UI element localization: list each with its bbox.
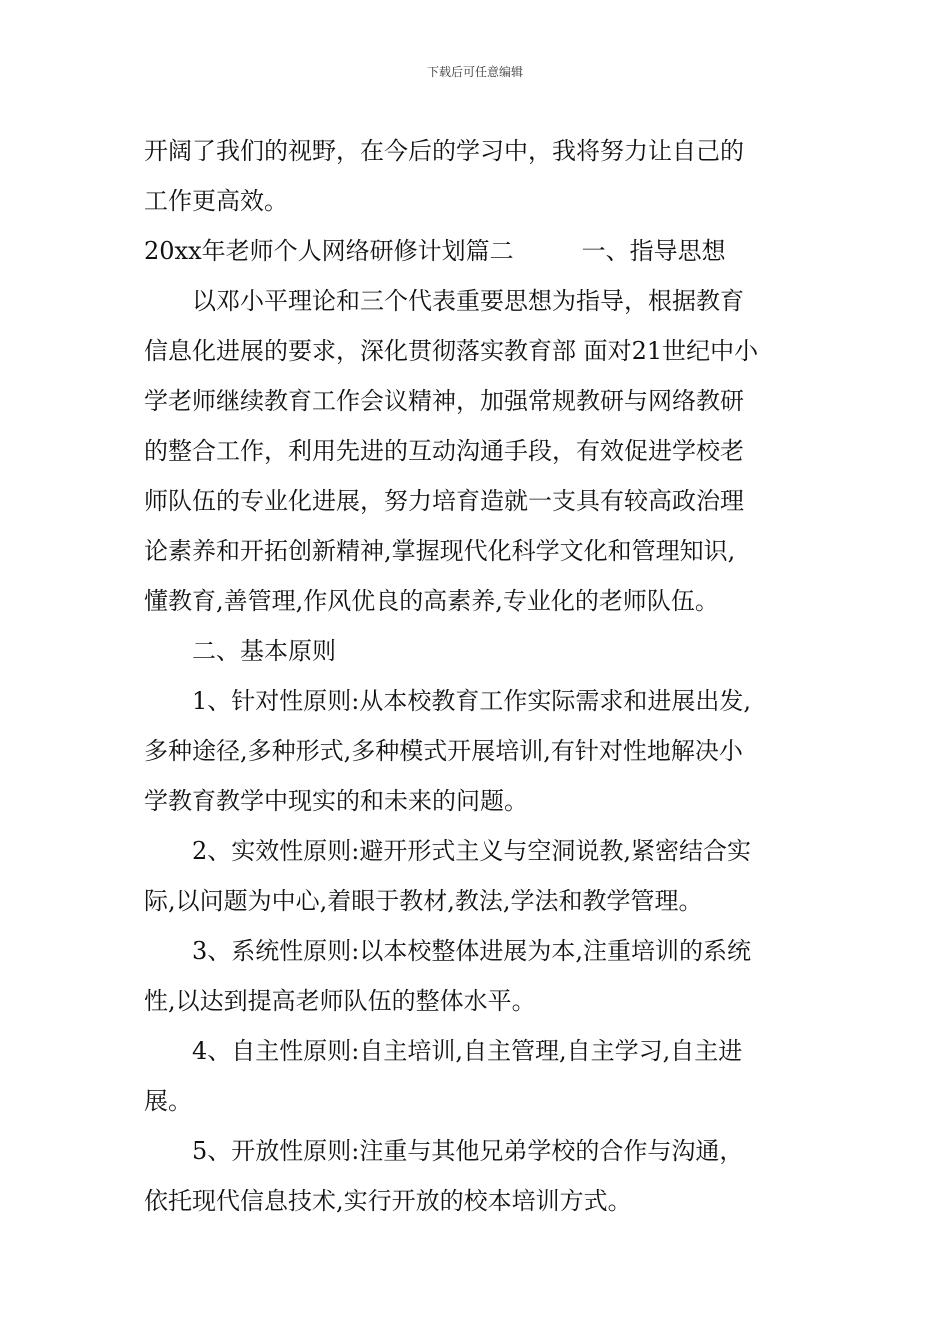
paragraph-line: 展。 bbox=[144, 1087, 192, 1115]
paragraph-line: 5、开放性原则:注重与其他兄弟学校的合作与沟通， bbox=[192, 1137, 744, 1165]
paragraph-line: 学老师继续教育工作会议精神，加强常规教研与网络教研 bbox=[144, 387, 744, 415]
section-heading-basic-principles: 二、基本原则 bbox=[192, 637, 336, 665]
paragraph-line: 性,以达到提高老师队伍的整体水平。 bbox=[144, 987, 536, 1015]
paragraph-line: 际,以问题为中心,着眼于教材,教法,学法和教学管理。 bbox=[144, 887, 703, 915]
paragraph-line: 依托现代信息技术,实行开放的校本培训方式。 bbox=[144, 1187, 632, 1215]
paragraph-line: 多种途径,多种形式,多种模式开展培训,有针对性地解决小 bbox=[144, 737, 743, 765]
paragraph-line: 学教育教学中现实的和未来的问题。 bbox=[144, 787, 528, 815]
section-heading-guiding-ideology: 一、指导思想 bbox=[581, 237, 726, 265]
paragraph-line: 开阔了我们的视野，在今后的学习中，我将努力让自己的 bbox=[144, 137, 744, 165]
paragraph-line: 3、系统性原则:以本校整体进展为本,注重培训的系统 bbox=[192, 937, 751, 965]
paragraph-line: 的整合工作，利用先进的互动沟通手段，有效促进学校老 bbox=[144, 437, 744, 465]
paragraph-line: 4、自主性原则:自主培训,自主管理,自主学习,自主进 bbox=[192, 1037, 743, 1065]
paragraph-line: 以邓小平理论和三个代表重要思想为指导，根据教育 bbox=[192, 287, 744, 315]
paragraph-line: 1、针对性原则:从本校教育工作实际需求和进展出发, bbox=[192, 687, 751, 715]
paragraph-line: 工作更高效。 bbox=[144, 187, 288, 215]
document-title: 20xx年老师个人网络研修计划篇二 bbox=[144, 237, 514, 265]
paragraph-line: 师队伍的专业化进展，努力培育造就一支具有较高政治理 bbox=[144, 487, 744, 515]
document-body bbox=[144, 126, 808, 1226]
title-line bbox=[144, 226, 808, 276]
paragraph-line: 信息化进展的要求，深化贯彻落实教育部 面对21世纪中小 bbox=[144, 337, 759, 365]
paragraph-line: 论素养和开拓创新精神,掌握现代化科学文化和管理知识, bbox=[144, 537, 736, 565]
page-header-note: 下载后可任意编辑 bbox=[426, 65, 523, 79]
paragraph-line: 2、实效性原则:避开形式主义与空洞说教,紧密结合实 bbox=[192, 837, 751, 865]
paragraph-line: 懂教育,善管理,作风优良的高素养,专业化的老师队伍。 bbox=[144, 587, 719, 615]
